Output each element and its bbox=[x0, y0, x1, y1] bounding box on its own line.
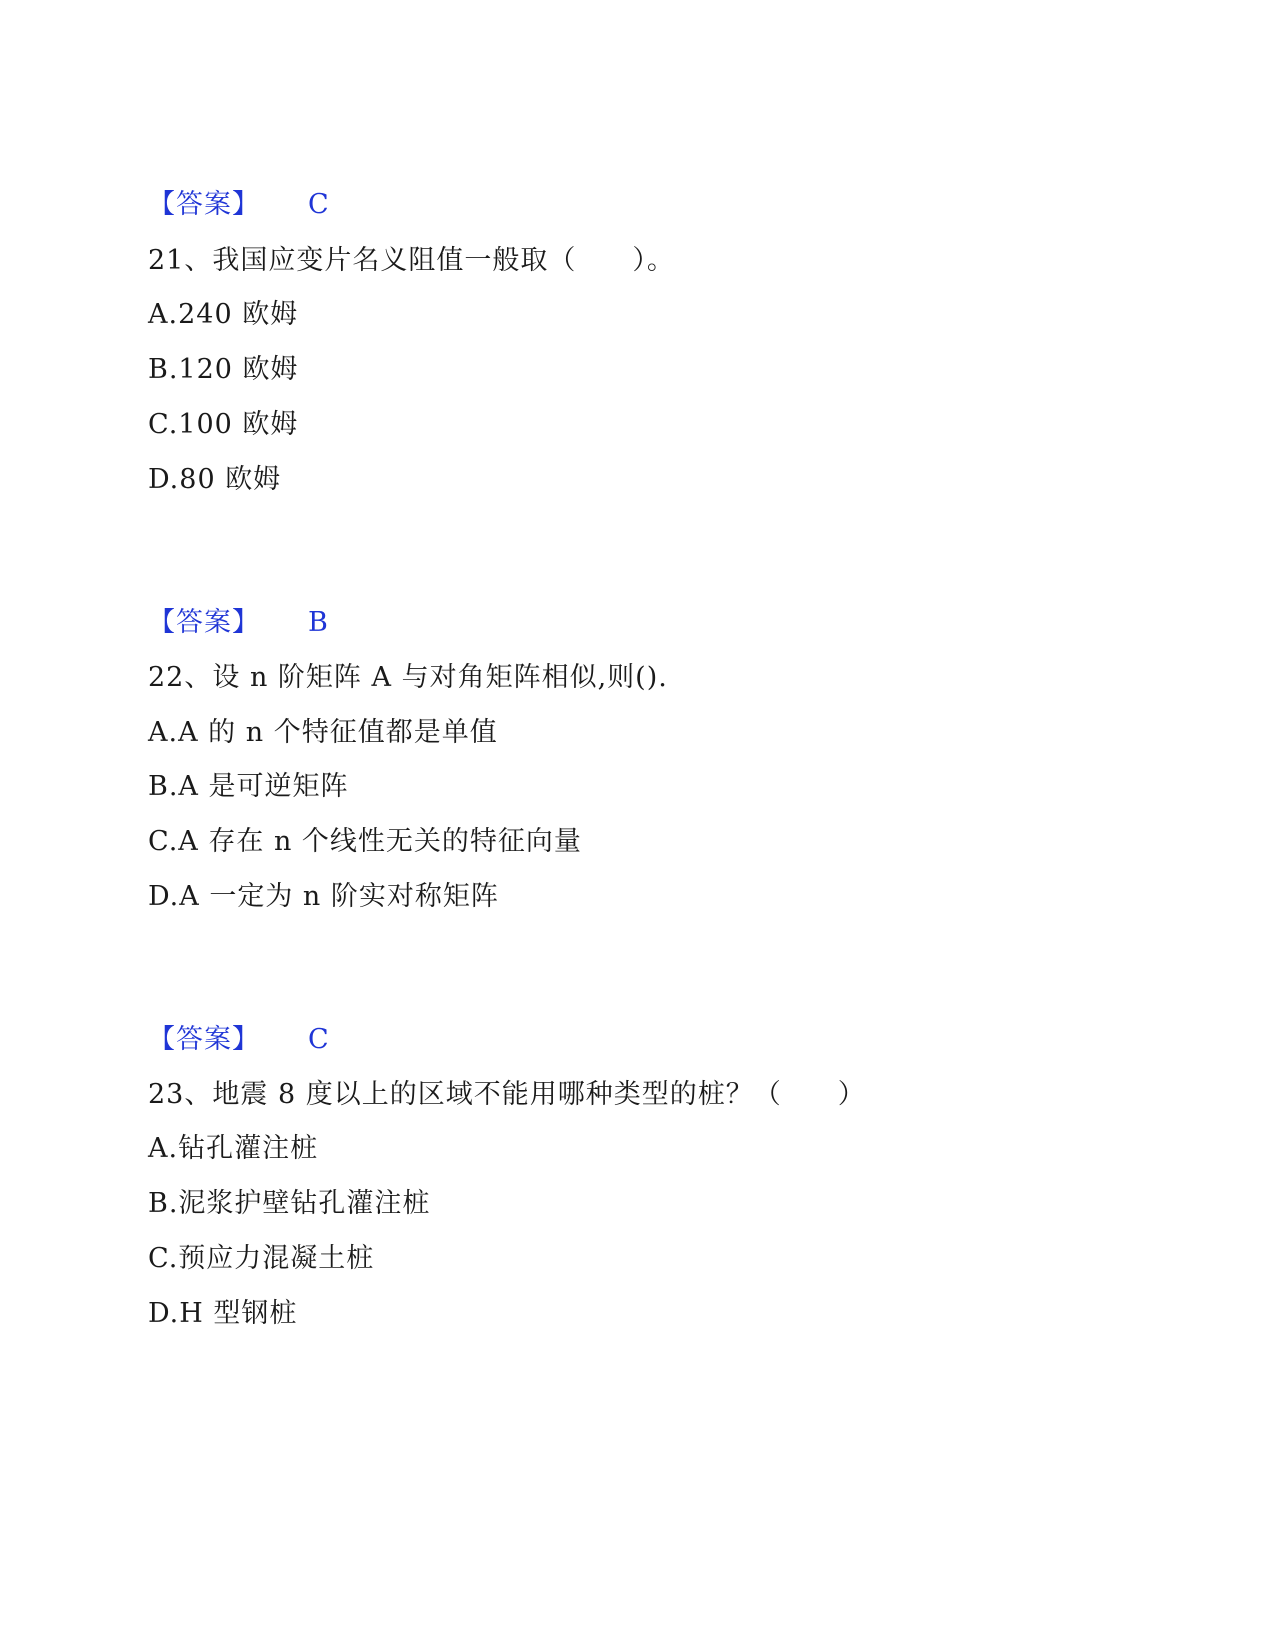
option-d: D.H 型钢桩 bbox=[148, 1298, 298, 1329]
answer-label: 【答案】 bbox=[148, 1024, 260, 1055]
option-a: A.240 欧姆 bbox=[148, 299, 299, 330]
option-b: B.A 是可逆矩阵 bbox=[148, 771, 349, 802]
answer-line bbox=[148, 606, 329, 640]
option-a: A.A 的 n 个特征值都是单值 bbox=[148, 717, 498, 748]
answer-value: B bbox=[308, 607, 329, 638]
option-c: C.A 存在 n 个线性无关的特征向量 bbox=[148, 826, 582, 857]
option-c: C.预应力混凝土桩 bbox=[148, 1243, 375, 1274]
answer-line bbox=[148, 188, 330, 222]
answer-line bbox=[148, 1023, 330, 1057]
question-text: 22、设 n 阶矩阵 A 与对角矩阵相似,则(). bbox=[148, 662, 668, 693]
question-text: 21、我国应变片名义阻值一般取（ ）。 bbox=[148, 245, 675, 276]
answer-label: 【答案】 bbox=[148, 189, 260, 220]
answer-value: C bbox=[308, 1024, 330, 1055]
question-text: 23、地震 8 度以上的区域不能用哪种类型的桩？（ ） bbox=[148, 1079, 866, 1110]
option-c: C.100 欧姆 bbox=[148, 409, 299, 440]
answer-label: 【答案】 bbox=[148, 607, 260, 638]
option-a: A.钻孔灌注桩 bbox=[148, 1133, 319, 1164]
option-b: B.泥浆护壁钻孔灌注桩 bbox=[148, 1188, 431, 1219]
option-b: B.120 欧姆 bbox=[148, 354, 299, 385]
option-d: D.80 欧姆 bbox=[148, 464, 282, 495]
answer-value: C bbox=[308, 189, 330, 220]
option-d: D.A 一定为 n 阶实对称矩阵 bbox=[148, 881, 499, 912]
